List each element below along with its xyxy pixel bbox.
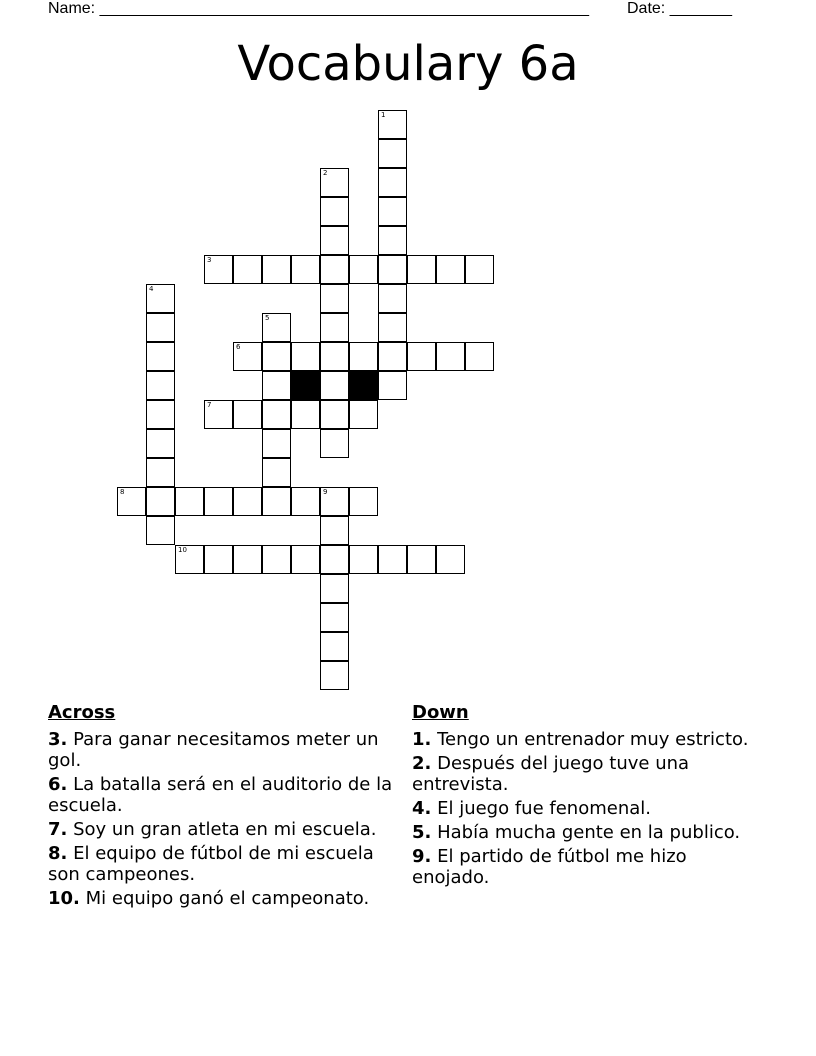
cell-number: 5 — [265, 314, 270, 322]
cell-number: 7 — [207, 401, 212, 409]
crossword-cell[interactable] — [146, 458, 175, 487]
cell-number: 2 — [323, 169, 328, 177]
crossword-cell[interactable] — [378, 545, 407, 574]
clue-number: 6. — [48, 774, 68, 795]
crossword-cell[interactable] — [175, 545, 204, 574]
crossword-cell[interactable] — [320, 168, 349, 197]
crossword-cell[interactable] — [378, 197, 407, 226]
page-title: Vocabulary 6a — [237, 36, 579, 92]
crossword-cell[interactable] — [291, 545, 320, 574]
crossword-cell[interactable] — [262, 400, 291, 429]
across-heading: Across — [48, 702, 116, 723]
crossword-cell[interactable] — [320, 661, 349, 690]
clue-number: 5. — [412, 822, 432, 843]
crossword-cell[interactable] — [291, 487, 320, 516]
crossword-cell[interactable] — [378, 284, 407, 313]
clue-item — [48, 843, 393, 885]
crossword-cell[interactable] — [320, 603, 349, 632]
clue-item — [412, 846, 752, 888]
blocked-cell — [349, 371, 378, 400]
clue-text: Mi equipo ganó el campeonato. — [79, 888, 370, 909]
clue-item — [412, 822, 752, 843]
cell-number: 9 — [323, 488, 328, 496]
crossword-cell[interactable] — [262, 313, 291, 342]
cell-number: 3 — [207, 256, 212, 264]
crossword-cell[interactable] — [378, 371, 407, 400]
down-clues — [412, 702, 752, 891]
clue-item — [48, 819, 393, 840]
crossword-cell[interactable] — [146, 342, 175, 371]
clue-text: Soy un gran atleta en mi escuela. — [67, 819, 377, 840]
crossword-cell[interactable] — [233, 545, 262, 574]
clue-number: 8. — [48, 843, 68, 864]
clue-text: Para ganar necesitamos meter un gol. — [48, 729, 379, 771]
crossword-cell[interactable] — [378, 110, 407, 139]
clue-item — [48, 774, 393, 816]
crossword-cell[interactable] — [204, 400, 233, 429]
clue-text: El juego fue fenomenal. — [431, 798, 651, 819]
crossword-cell[interactable] — [204, 545, 233, 574]
crossword-cell[interactable] — [262, 429, 291, 458]
crossword-cell[interactable] — [320, 632, 349, 661]
date-field-label: Date: _______ — [627, 0, 732, 17]
crossword-cell[interactable] — [233, 400, 262, 429]
crossword-cell[interactable] — [320, 226, 349, 255]
crossword-cell[interactable] — [320, 487, 349, 516]
crossword-cell[interactable] — [320, 574, 349, 603]
crossword-cell[interactable] — [320, 342, 349, 371]
crossword-cell[interactable] — [320, 284, 349, 313]
cell-number: 6 — [236, 343, 241, 351]
crossword-cell[interactable] — [320, 545, 349, 574]
clue-number: 7. — [48, 819, 68, 840]
crossword-cell[interactable] — [407, 545, 436, 574]
crossword-cell[interactable] — [291, 342, 320, 371]
clue-text: Había mucha gente en la publico. — [431, 822, 741, 843]
clue-item — [48, 729, 393, 771]
crossword-cell[interactable] — [320, 371, 349, 400]
clue-item — [412, 798, 752, 819]
crossword-cell[interactable] — [320, 516, 349, 545]
across-clues — [48, 702, 393, 912]
crossword-cell[interactable] — [349, 342, 378, 371]
cell-number: 1 — [381, 111, 386, 119]
clue-number: 4. — [412, 798, 432, 819]
crossword-cell[interactable] — [291, 255, 320, 284]
crossword-cell[interactable] — [262, 487, 291, 516]
blocked-cell — [291, 371, 320, 400]
crossword-cell[interactable] — [146, 400, 175, 429]
crossword-cell[interactable] — [407, 342, 436, 371]
clue-number: 1. — [412, 729, 432, 750]
crossword-cell[interactable] — [378, 226, 407, 255]
clue-text: Después del juego tuve una entrevista. — [412, 753, 690, 795]
clue-number: 3. — [48, 729, 68, 750]
crossword-cell[interactable] — [378, 255, 407, 284]
clue-number: 2. — [412, 753, 432, 774]
clue-item — [48, 888, 393, 909]
clue-text: La batalla será en el auditorio de la escuela. — [48, 774, 393, 816]
crossword-cell[interactable] — [320, 313, 349, 342]
clue-text: Tengo un entrenador muy estricto. — [431, 729, 749, 750]
crossword-cell[interactable] — [146, 313, 175, 342]
crossword-cell[interactable] — [146, 516, 175, 545]
name-field-label: Name: _______________________________________________________ — [48, 0, 589, 17]
crossword-cell[interactable] — [436, 255, 465, 284]
clue-item — [412, 753, 752, 795]
crossword-cell[interactable] — [378, 168, 407, 197]
crossword-cell[interactable] — [262, 545, 291, 574]
crossword-cell[interactable] — [262, 342, 291, 371]
crossword-cell[interactable] — [320, 429, 349, 458]
crossword-cell[interactable] — [146, 371, 175, 400]
crossword-cell[interactable] — [436, 342, 465, 371]
crossword-cell[interactable] — [378, 313, 407, 342]
clue-text: El equipo de fútbol de mi escuela son campeones. — [48, 843, 374, 885]
crossword-cell[interactable] — [262, 255, 291, 284]
crossword-cell[interactable] — [204, 255, 233, 284]
clue-item — [412, 729, 752, 750]
crossword-cell[interactable] — [349, 487, 378, 516]
crossword-cell[interactable] — [146, 429, 175, 458]
crossword-cell[interactable] — [320, 197, 349, 226]
crossword-cell[interactable] — [320, 400, 349, 429]
crossword-cell[interactable] — [117, 487, 146, 516]
crossword-cell[interactable] — [262, 371, 291, 400]
crossword-cell[interactable] — [291, 400, 320, 429]
crossword-cell[interactable] — [465, 342, 494, 371]
crossword-cell[interactable] — [349, 400, 378, 429]
crossword-cell[interactable] — [146, 487, 175, 516]
crossword-cell[interactable] — [407, 255, 436, 284]
crossword-cell[interactable] — [378, 342, 407, 371]
crossword-cell[interactable] — [349, 545, 378, 574]
crossword-cell[interactable] — [262, 458, 291, 487]
crossword-cell[interactable] — [378, 139, 407, 168]
crossword-cell[interactable] — [233, 342, 262, 371]
crossword-cell[interactable] — [204, 487, 233, 516]
clue-number: 10. — [48, 888, 80, 909]
clue-number: 9. — [412, 846, 432, 867]
crossword-cell[interactable] — [146, 284, 175, 313]
crossword-cell[interactable] — [233, 255, 262, 284]
cell-number: 8 — [120, 488, 125, 496]
down-heading: Down — [412, 702, 469, 723]
crossword-cell[interactable] — [349, 255, 378, 284]
crossword-cell[interactable] — [175, 487, 204, 516]
crossword-cell[interactable] — [320, 255, 349, 284]
crossword-cell[interactable] — [436, 545, 465, 574]
cell-number: 10 — [178, 546, 187, 554]
crossword-cell[interactable] — [465, 255, 494, 284]
cell-number: 4 — [149, 285, 154, 293]
crossword-cell[interactable] — [233, 487, 262, 516]
clue-text: El partido de fútbol me hizo enojado. — [412, 846, 687, 888]
